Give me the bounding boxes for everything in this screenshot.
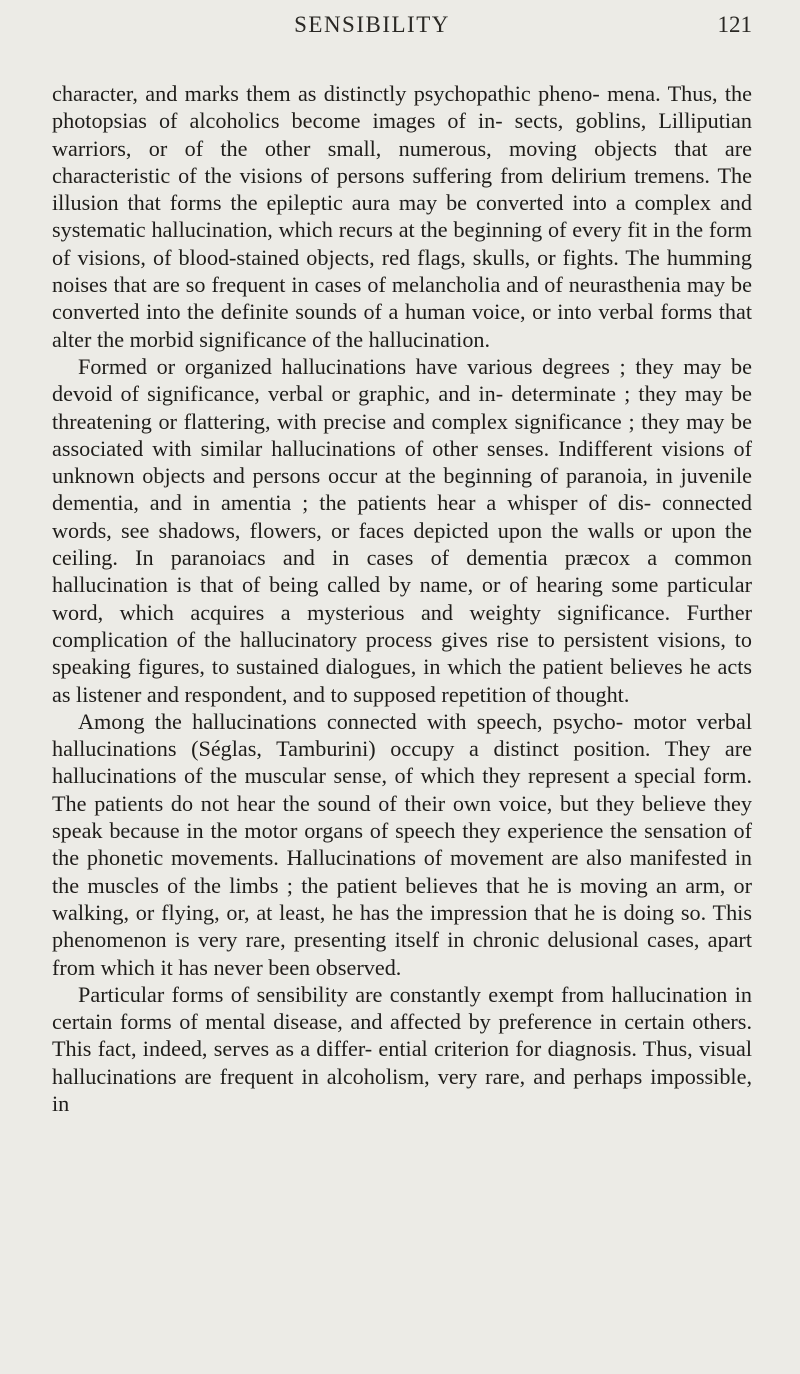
- paragraph: Among the hallucinations connected with speech, psycho- motor verbal hallucinations (Séglas, Tamburini) occupy a distinct position. They are hallucinations of the muscular sense, of which they represent a special form. The patients do not hear the sound of their own voice, but they believe they speak because in the motor organs of speech they experience the sensation of the phonetic movements. Hallucinations of movement are also manifested in the muscles of the limbs ; the patient believes that he is moving an arm, or walking, or flying, or, at least, he has the impression that he is doing so. This phenomenon is very rare, presenting itself in chronic delusional cases, apart from which it has never been observed.: [52, 708, 752, 980]
- paragraph: Formed or organized hallucinations have various degrees ; they may be devoid of significance, verbal or graphic, and in- determinate ; they may be threatening or flattering, with precise and complex significance ; they may be associated with similar hallucinations of other senses. Indifferent visions of unknown objects and persons occur at the beginning of paranoia, in juvenile dementia, and in amentia ; the patients hear a whisper of dis- connected words, see shadows, flowers, or faces depicted upon the walls or upon the ceiling. In paranoiacs and in cases of dementia præcox a common hallucination is that of being called by name, or of hearing some particular word, which acquires a mysterious and weighty significance. Further complication of the hallucinatory process gives rise to persistent visions, to speaking figures, to sustained dialogues, in which the patient believes he acts as listener and respondent, and to supposed repetition of thought.: [52, 353, 752, 707]
- running-title: SENSIBILITY: [294, 12, 450, 37]
- page-number: 121: [717, 12, 752, 37]
- paragraph: character, and marks them as distinctly psychopathic pheno- mena. Thus, the photopsias of alcoholics become images of in- sects, goblins, Lilliputian warriors, or of the other small, numerous, moving objects that are characteristic of the visions of persons suffering from delirium tremens. The illusion that forms the epileptic aura may be converted into a complex and systematic hallucination, which recurs at the beginning of every fit in the form of visions, of blood-stained objects, red flags, skulls, or fights. The humming noises that are so frequent in cases of melancholia and of neurasthenia may be converted into the definite sounds of a human voice, or into verbal forms that alter the morbid significance of the hallucination.: [52, 81, 752, 352]
- running-head: [52, 12, 752, 46]
- paragraph: Particular forms of sensibility are constantly exempt from hallucination in certain forms of mental disease, and affected by preference in certain others. This fact, indeed, serves as a differ- ential criterion for diagnosis. Thus, visual hallucinations are frequent in alcoholism, very rare, and perhaps impossible, in: [52, 981, 752, 1116]
- body-text: [52, 80, 752, 1117]
